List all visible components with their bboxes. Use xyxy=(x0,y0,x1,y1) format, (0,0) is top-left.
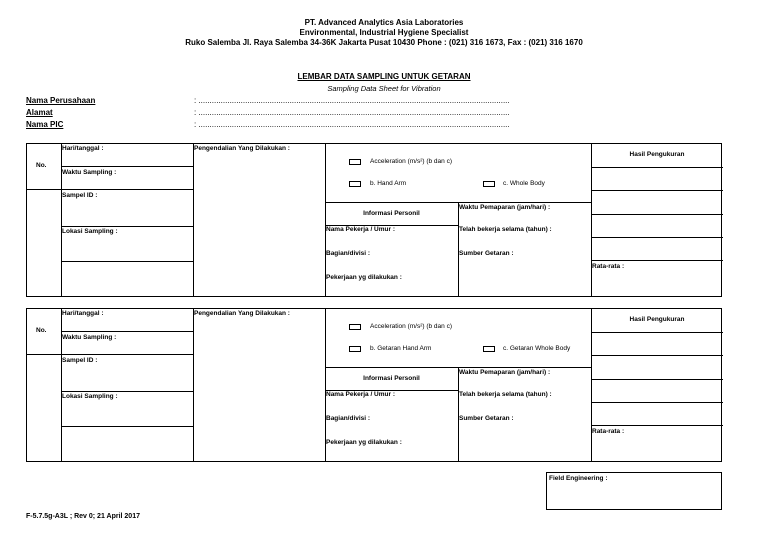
hasil-pengukuran-label: Hasil Pengukuran xyxy=(629,151,685,158)
field-engineering-label: Field Engineering : xyxy=(549,475,608,482)
sampel-id-label: Sampel ID : xyxy=(62,192,98,199)
no-label: No. xyxy=(36,162,47,169)
document-code: F-5.7.5g-A3L ; Rev 0; 21 April 2017 xyxy=(26,513,140,520)
document-subtitle: Sampling Data Sheet for Vibration xyxy=(327,84,441,93)
pekerjaan-label: Pekerjaan yg dilakukan : xyxy=(326,274,402,281)
hand-arm-checkbox[interactable] xyxy=(349,181,361,187)
field-label-address: Alamat xyxy=(26,108,53,117)
pengendalian-label: Pengendalian Yang Dilakukan : xyxy=(194,310,290,317)
field-input-company[interactable]: : ............................................................................................................................................ xyxy=(194,96,510,105)
pekerjaan-label: Pekerjaan yg dilakukan : xyxy=(326,439,402,446)
informasi-personil-label: Informasi Personil xyxy=(363,210,420,217)
acceleration-checkbox[interactable] xyxy=(349,159,361,165)
getaran-hand-arm-checkbox[interactable] xyxy=(349,346,361,352)
getaran-whole-body-checkbox[interactable] xyxy=(483,346,495,352)
bagian-divisi-label: Bagian/divisi : xyxy=(326,415,371,422)
whole-body-checkbox[interactable] xyxy=(483,181,495,187)
hasil-pengukuran-label: Hasil Pengukuran xyxy=(629,316,685,323)
waktu-pemaparan-label: Waktu Pemaparan (jam/hari) : xyxy=(459,369,551,376)
nama-pekerja-label: Nama Pekerja / Umur : xyxy=(326,226,396,233)
field-input-address[interactable]: : ............................................................................................................................................ xyxy=(194,108,510,117)
acceleration-checkbox[interactable] xyxy=(349,324,361,330)
hari-tanggal-label: Hari/tanggal : xyxy=(62,145,104,152)
sampel-id-label: Sampel ID : xyxy=(62,357,98,364)
getaran-hand-arm-label: b. Getaran Hand Arm xyxy=(370,345,432,352)
pengendalian-label: Pengendalian Yang Dilakukan : xyxy=(194,145,290,152)
whole-body-label: c. Whole Body xyxy=(503,180,545,187)
rata-rata-label: Rata-rata : xyxy=(592,263,625,270)
sumber-getaran-label: Sumber Getaran : xyxy=(459,415,514,422)
rata-rata-label: Rata-rata : xyxy=(592,428,625,435)
field-label-company: Nama Perusahaan xyxy=(26,96,96,105)
company-address: Ruko Salemba Jl. Raya Salemba 34-36K Jakarta Pusat 10430 Phone : (021) 316 1673, Fax : (021) 316 1670 xyxy=(185,38,583,47)
acceleration-label: Acceleration (m/s²) (b dan c) xyxy=(370,323,452,330)
sampling-block-1 xyxy=(26,143,722,297)
lokasi-sampling-label: Lokasi Sampling : xyxy=(62,228,118,235)
field-engineering-box[interactable] xyxy=(546,472,722,510)
company-name: PT. Advanced Analytics Asia Laboratories xyxy=(304,18,464,27)
sumber-getaran-label: Sumber Getaran : xyxy=(459,250,514,257)
waktu-sampling-label: Waktu Sampling : xyxy=(62,169,117,176)
hari-tanggal-label: Hari/tanggal : xyxy=(62,310,104,317)
telah-bekerja-label: Telah bekerja selama (tahun) : xyxy=(459,391,552,398)
getaran-whole-body-label: c. Getaran Whole Body xyxy=(503,345,571,352)
bagian-divisi-label: Bagian/divisi : xyxy=(326,250,371,257)
document-title: LEMBAR DATA SAMPLING UNTUK GETARAN xyxy=(297,72,471,81)
field-label-pic: Nama PIC xyxy=(26,120,64,129)
waktu-sampling-label: Waktu Sampling : xyxy=(62,334,117,341)
acceleration-label: Acceleration (m/s²) (b dan c) xyxy=(370,158,452,165)
telah-bekerja-label: Telah bekerja selama (tahun) : xyxy=(459,226,552,233)
informasi-personil-label: Informasi Personil xyxy=(363,375,420,382)
sampling-block-2 xyxy=(26,308,722,462)
nama-pekerja-label: Nama Pekerja / Umur : xyxy=(326,391,396,398)
company-subtitle: Environmental, Industrial Hygiene Specialist xyxy=(299,28,469,37)
field-input-pic[interactable]: : ............................................................................................................................................ xyxy=(194,120,510,129)
waktu-pemaparan-label: Waktu Pemaparan (jam/hari) : xyxy=(459,204,551,211)
lokasi-sampling-label: Lokasi Sampling : xyxy=(62,393,118,400)
hand-arm-label: b. Hand Arm xyxy=(370,180,407,187)
no-label: No. xyxy=(36,327,47,334)
